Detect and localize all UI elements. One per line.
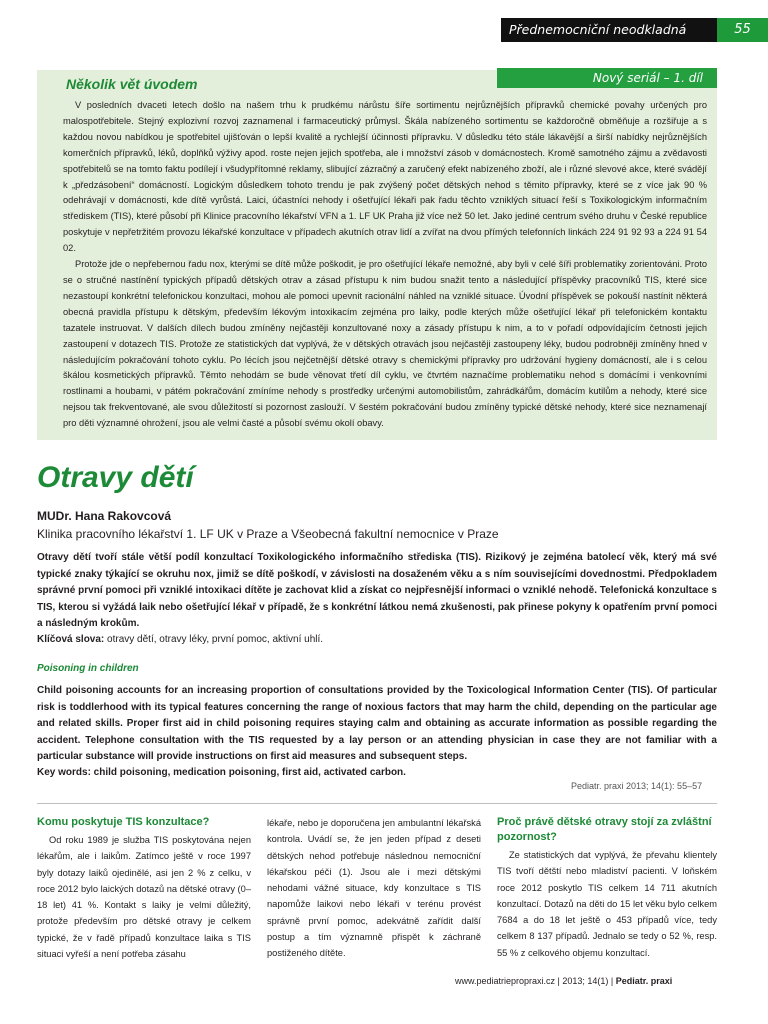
article-title: Otravy dětí xyxy=(37,461,194,494)
intro-box xyxy=(37,70,717,440)
keywords-en-text: child poisoning, medication poisoning, first aid, activated carbon. xyxy=(90,767,406,778)
abstract-cz: Otravy dětí tvoří stále větší podíl konzultací Toxikologického informačního střediska (TIS). Rizikový je zejména batolecí věk, který má své typické znaky týkající se okruhu nox, jimiž se dítě poškodí, v závislosti na dosaženém věku a s ním souvisejícími dovednostmi. Předpokladem správné první pomoci při vzniklé intoxikaci dítěte je zachovat klid a získat co nejpřesnější informaci o vzniklé nehodě. Telefonická konzultace s TIS, kterou si vyžádá laik nebo ošetřující lékař v případě, že s konkrétní látkou nemá zkušenosti, pak přinese pokyny k opatřením první pomoci a následným krokům. xyxy=(37,552,717,629)
divider xyxy=(37,803,717,804)
column-1 xyxy=(37,815,251,962)
section-heading-tis: Komu poskytuje TIS konzultace? xyxy=(37,816,210,828)
intro-paragraph-1: V posledních dvaceti letech došlo na našem trhu k prudkému nárůstu šíře sortimentu nejrůznějších přípravků chemické povahy určených pro malospotřebitele. Stejný explozivní rozvoj zaznamenal i farmaceutický průmysl. Škála nabízeného sortimentu se každoročně obměňuje a rozšiřuje a s každou novou nabídkou je spotřebitel ujišťován o lepší kvalitě a rychlejší účinnosti přípravku. V důsledku této stále lákavější a širší nabídky nejrůznějších komerčních přípravků, léků, doplňků výživy apod. roste nejen jejich spotřeba, ale i množství zásob v domácnostech. Kromě samotného zájmu a zvědavosti spotřebitelů se na tomto faktu podílejí i všudypřítomné reklamy, slibující zázračný a zaručený efekt nabízeného zboží, ale i různé slevové akce, které svádějí k „předzásobení“ domácností. Logickým důsledkem tohoto trendu je pak zvýšený počet dětských nehod s těmito přípravky, které se z více jak 90 % odehrávají v domácnosti, kde dítě vyrůstá. Laici, účastníci nehody i ošetřující lékaři pak řadu těchto vzniklých situací řeší s Toxikologickým informačním střediskem (TIS), které působí při Klinice pracovního lékařství VFN a 1. LF UK Praha již více než 50 let. Jako jediné centrum svého druhu v České republice poskytuje v nepřetržitém provozu lékařské konzultace v případech akutních otrav lidí a zvířat na dvou přímých telefonních linkách 224 91 92 93 a 224 91 54 02. xyxy=(63,100,707,254)
keywords-en-label: Key words: xyxy=(37,767,91,778)
citation: Pediatr. praxi 2013; 14(1): 55–57 xyxy=(571,781,703,791)
intro-paragraph-2: Protože jde o nepřebernou řadu nox, kterými se dítě může poškodit, je pro ošetřující lékaře nemožné, aby byli v celé šíři problematiky zorientováni. Proto se o stručné nastínění typických případů dětských otrav a zásad přístupu k nim budou snažit tento a následující příspěvky pracovníků TIS, které sice nezastoupí konkrétní telefonickou konzultaci, mohou ale pomoci upevnit racionální náhled na vzniklé situace. Úvodní příspěvek se pokouší nastínit některá obecná pravidla přístupu k dětským, především lékovým intoxikacím zejména pro laiky, podle kterých může ošetřující lékař při telefonickém kontaktu tazatele instruovat. V dalších dílech budou zmíněny nejčastěji konzultované noxy a zásady přístupu k nim, a to v pořadí odpovídajícím četnosti jejich zastoupení v dotazech TIS. Protože ze statistických dat vyplývá, že v dětských otravách jsou nejčastěji zastoupeny léky, budou podrobněji zmíněny hned v následujícím pokračování tohoto cyklu. Po lécích jsou nejčetnější dětské otravy s chemickými přípravky pro udržování hygieny domácností, ale i s celou škálou kosmetických přípravků. Těmto nehodám se bude věnovat třetí díl cyklu, ve čtvrtém naznačíme problematiku nehod s domácími i venkovními rostlinami a houbami, v pátém pokračování zmíníme nehody s prostředky určenými automobilistům, zahrádkářům, domácím kutilům a nehody, které sice nejsou tak frekventované, ale svou důležitostí si pozornost zaslouží. V šestém pokračování budou zmíněny typické dětské nehody, které sice neznamenají pro děti významné ohrožení, jsou ale velmi časté a působí svému okolí obavy. xyxy=(63,259,707,429)
abstract-en: Child poisoning accounts for an increasing proportion of consultations provided by the Toxicological Information Center (TIS). Of particular risk is toddlerhood with its typical features concerning the range of noxious factors that may harm the child, depending on the particular age and related skills. Proper first aid in child poisoning requires staying calm and obtaining as accurate information as possible regarding the accident. Telephone consultation with the TIS requested by a lay person or an attending physician in case they are not familiar with a particular substance will provide instructions on first aid measures and subsequent steps. xyxy=(37,685,717,762)
journal-header: Přednemocniční neodkladná péče xyxy=(501,18,717,42)
intro-title: Několik vět úvodem xyxy=(66,76,198,92)
english-title: Poisoning in children xyxy=(37,663,139,674)
keywords-en xyxy=(37,767,406,778)
keywords-cz-label: Klíčová slova: xyxy=(37,634,105,645)
column-3-text: Ze statistických dat vyplývá, že převahu klientely TIS tvoří dětští nebo mladiství pacienti. V loňském roce 2012 poskytlo TIS celkem 14 711 akutních konzultací. Dotazů na děti do 15 let věku bylo celkem 7684 a do 18 let ještě o 453 případů více, tedy celkem 8 137 případů. Jednalo se tedy o 52 %, resp. 55 % z celkového objemu konzultací. xyxy=(497,850,717,958)
column-1-text: Od roku 1989 je služba TIS poskytována nejen lékařům, ale i laikům. Zatímco ještě v roce 1997 byly dotazy laiků ojedinělé, asi jen 2 % z celku, v roce 2012 bylo laických dotazů na dětské otravy (0–18 let) 41 %. Kontakt s laiky je velmi důležitý, protože především pro dětské otravy je celkem typické, že v řadě případů konzultace laika s TIS situaci vyřeší a není potřeba zásahu xyxy=(37,835,251,960)
section-heading-why: Proč právě dětské otravy stojí za zvláštní pozornost? xyxy=(497,816,712,843)
article-affiliation: Klinika pracovního lékařství 1. LF UK v Praze a Všeobecná fakultní nemocnice v Praze xyxy=(37,527,499,541)
footer-journal: Pediatr. praxi xyxy=(615,976,673,986)
page-footer xyxy=(455,976,672,986)
article-author: MUDr. Hana Rakovcová xyxy=(37,509,172,523)
column-2-text: lékaře, nebo je doporučena jen ambulantní lékařská kontrola. Uvádí se, že jen jeden případ z deseti dětských nehod potřebuje následnou nemocniční lékařskou péči (1). Jsou ale i mezi dětskými nehodami vážné situace, kdy konzultace s TIS napomůže laikovi nebo lékaři v terénu provést správně první pomoc, adekvátně zařídit další postup a tím významně přispět k záchraně postiženého dítěte. xyxy=(267,818,481,959)
column-3 xyxy=(497,815,717,961)
column-2 xyxy=(267,815,481,962)
intro-text xyxy=(63,98,707,432)
page-number: 55 xyxy=(717,18,768,42)
keywords-cz-text: otravy dětí, otravy léky, první pomoc, aktivní uhlí. xyxy=(104,634,324,645)
keywords-cz xyxy=(37,634,323,645)
series-label: Nový seriál – 1. díl xyxy=(497,68,717,88)
footer-text: www.pediatriepropraxi.cz | 2013; 14(1) | xyxy=(455,976,616,986)
